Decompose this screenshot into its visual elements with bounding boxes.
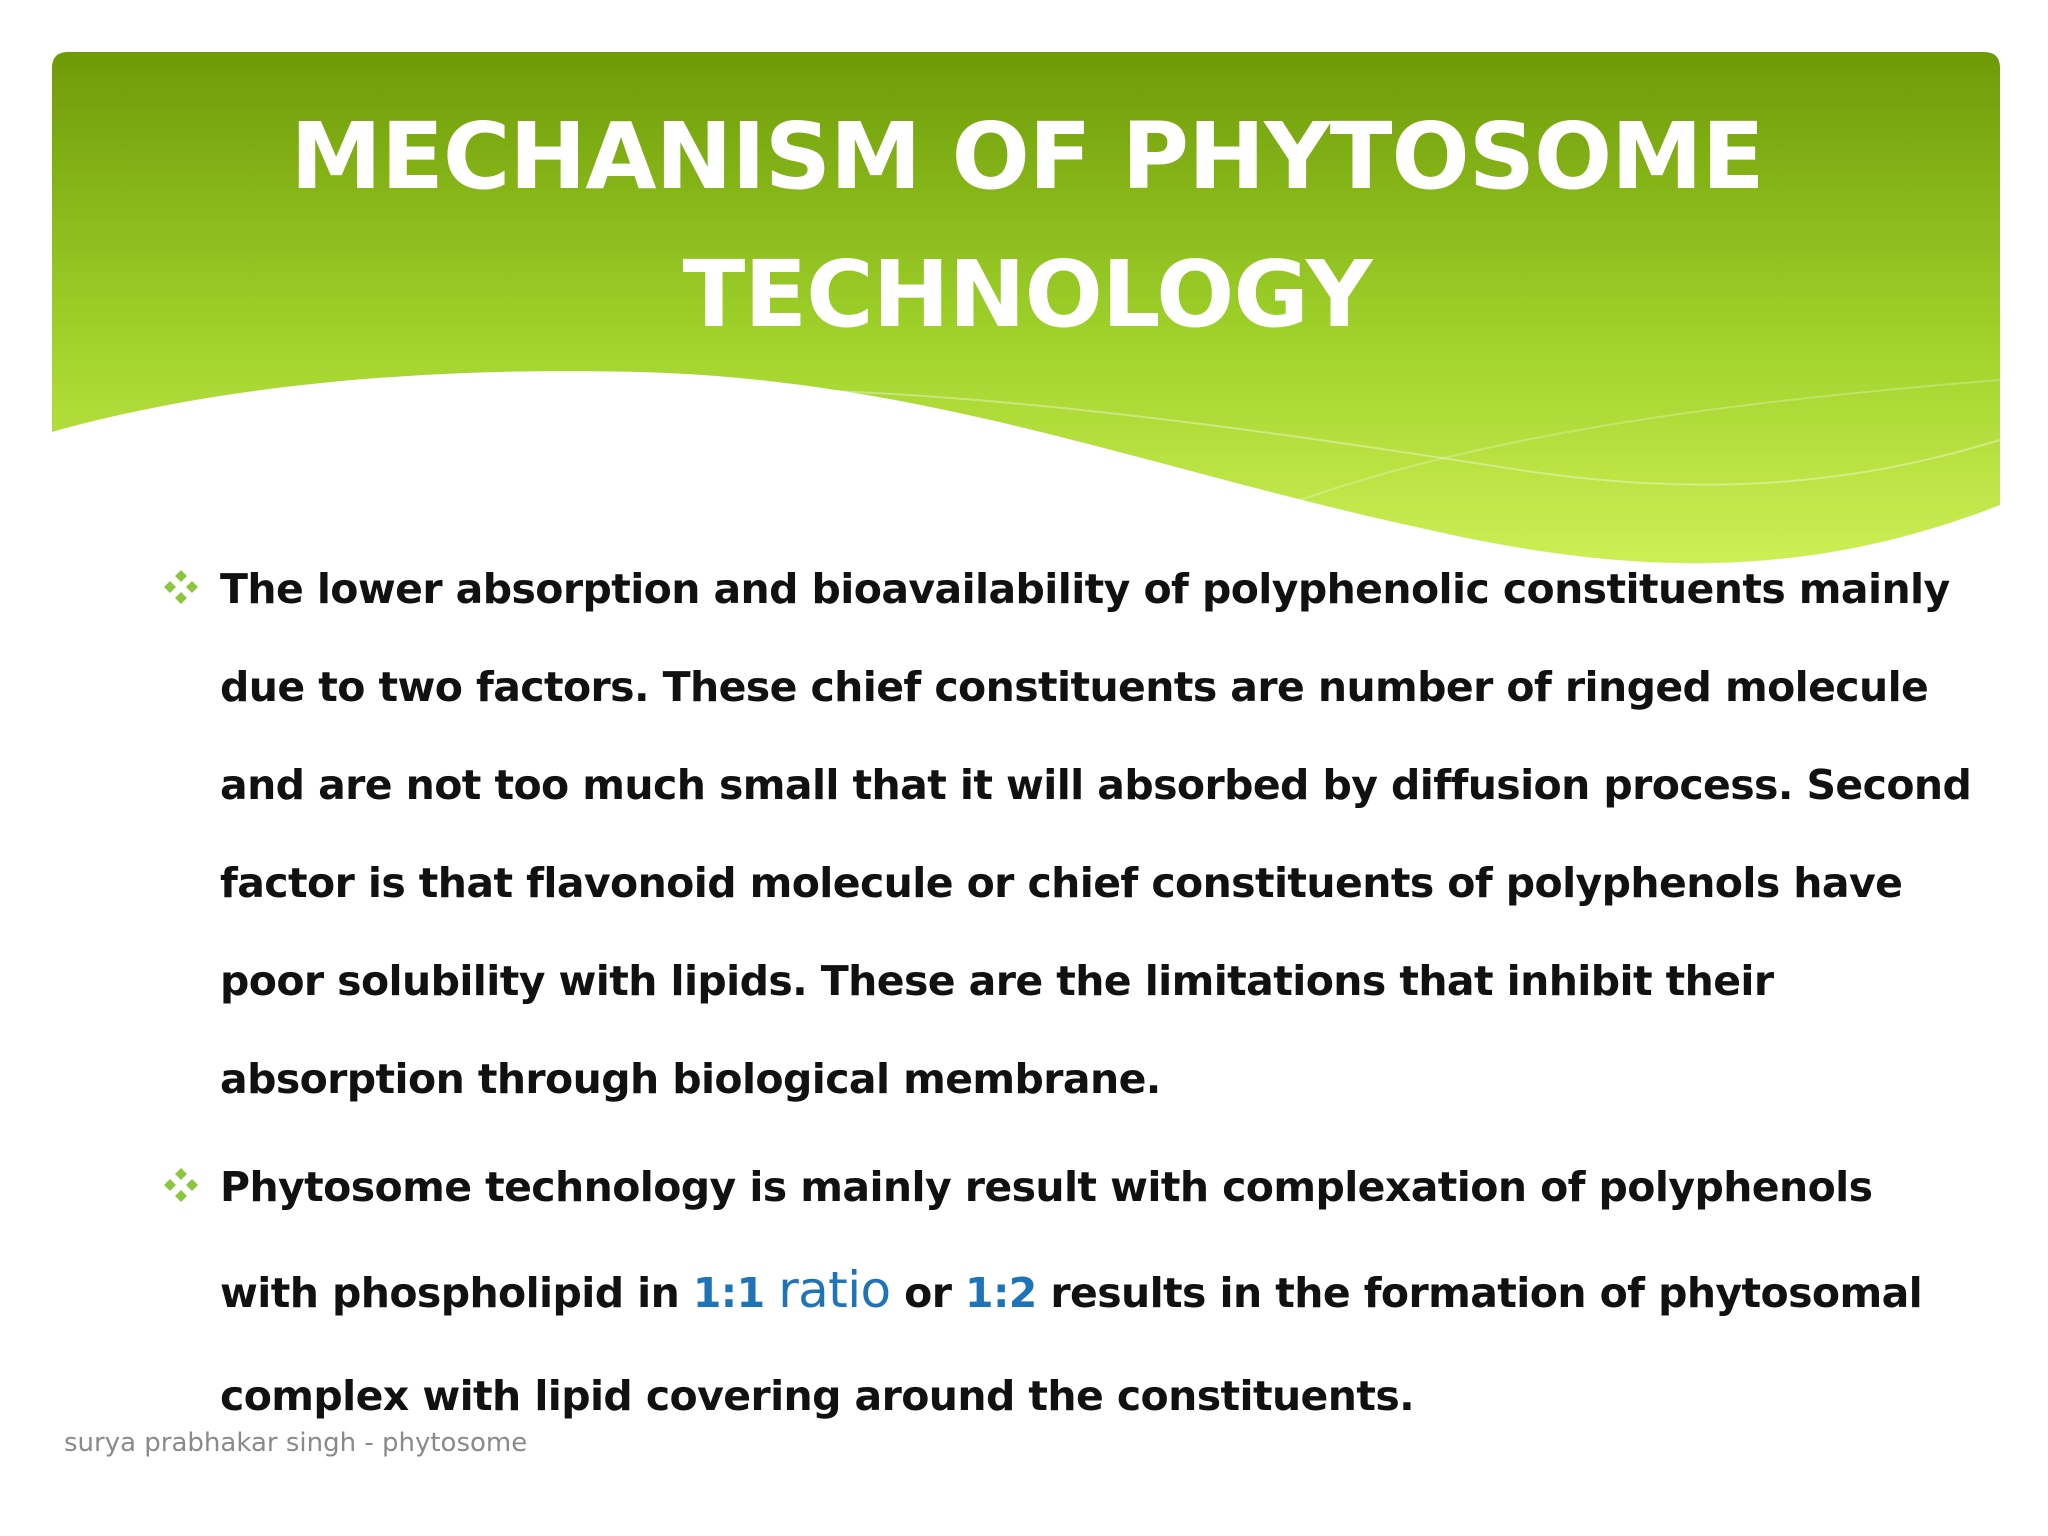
bullet-2-line-2-pre: with phospholipid in [220,1269,693,1317]
slide-body [160,540,1972,1455]
footer-text: surya prabhakar singh - phytosome [64,1428,528,1458]
ratio-label: ratio [778,1261,891,1319]
bullet-1-line-1: The lower absorption and bioavailability of polyphenolic constituents mainly [220,565,1950,613]
bullet-item-1 [160,540,1972,1128]
slide-title [52,88,2002,364]
bullet-2-line-1: Phytosome technology is mainly result with complexation of polyphenols [220,1163,1873,1211]
bullet-2-line-2-post: results in the formation of phytosomal [1036,1269,1923,1317]
title-line-1: MECHANISM OF PHYTOSOME [290,103,1764,210]
bullet-1-line-5: poor solubility with lipids. These are the limitations that inhibit their [220,957,1774,1005]
bullet-2-line-2-or: or [890,1269,966,1317]
diamond-bullet-icon [160,566,202,608]
title-line-2: TECHNOLOGY [682,241,1372,348]
ratio-1-2-number: 1:2 [965,1269,1037,1317]
ratio-1-1-number: 1:1 [692,1269,779,1317]
bullet-item-2 [160,1138,1923,1445]
bullet-1-line-3: and are not too much small that it will absorbed by diffusion process. Second [220,761,1972,809]
bullet-2-line-3: complex with lipid covering around the constituents. [220,1372,1415,1420]
diamond-bullet-icon [160,1164,202,1206]
bullet-1-line-6: absorption through biological membrane. [220,1055,1161,1103]
bullet-1-line-4: factor is that flavonoid molecule or chief constituents of polyphenols have [220,859,1903,907]
bullet-1-line-2: due to two factors. These chief constituents are number of ringed molecule [220,663,1929,711]
bullet-2-line-2 [220,1236,1923,1347]
